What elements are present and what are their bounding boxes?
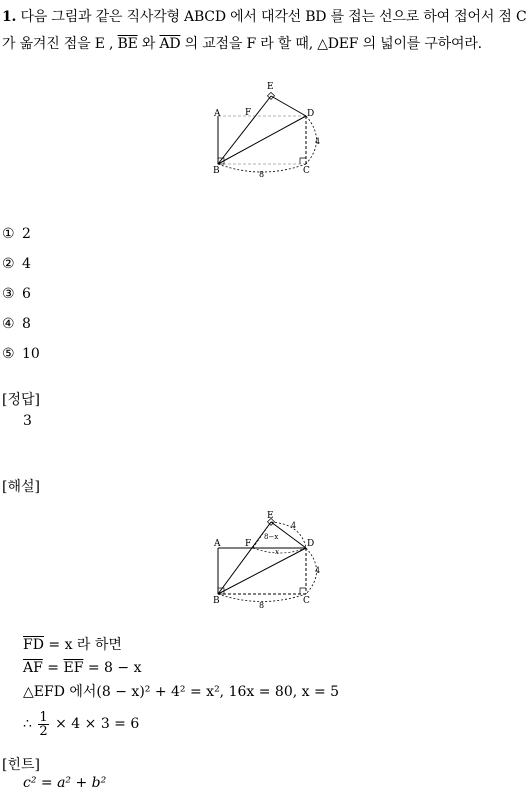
solution-line-2-rest: = 8 − x (87, 660, 142, 676)
label-f: F (245, 539, 252, 549)
right-angle-e (267, 92, 274, 99)
fraction-numerator: 1 (39, 709, 48, 725)
label-dc: 4 (315, 566, 321, 575)
segment-fd: $\overline{FD}$ (23, 637, 44, 653)
segment-ef: $\overline{EF}$ (63, 660, 84, 676)
solution-line-1 (23, 634, 122, 656)
label-side-bc: 8 (259, 170, 265, 179)
label-d: D (307, 539, 315, 549)
label-f: F (245, 108, 252, 118)
question-body-2: 와 (141, 36, 156, 52)
label-c: C (303, 166, 310, 176)
label-bc: 8 (259, 601, 265, 610)
segment-ed-line (271, 96, 306, 116)
label-d: D (307, 109, 315, 119)
fraction-denominator: 2 (39, 723, 48, 739)
question-number: 1. (2, 9, 17, 25)
label-a: A (214, 109, 221, 119)
solution-line-1-rest: = x 라 하면 (48, 637, 122, 653)
choice-marker: ③ (2, 286, 15, 302)
choice-5[interactable] (2, 343, 40, 365)
hint-formula: c² = a² + b² (23, 775, 107, 791)
rectangle-fold-figure (205, 76, 335, 181)
label-fe: 8−x (264, 533, 279, 541)
solution-line-4 (23, 708, 139, 740)
answer-value: 3 (23, 413, 32, 429)
segment-ad: $\overline{AD}$ (159, 36, 181, 52)
answer-heading: [정답] (2, 392, 40, 408)
label-b: B (213, 166, 220, 176)
hint-heading: [힌트] (2, 757, 40, 773)
question-body-1: 다음 그림과 같은 직사각형 ABCD 에서 대각선 BD 를 접는 선으로 하여 접어서 점 C 가 옮겨진 점을 E , (2, 9, 527, 52)
label-b: B (213, 596, 220, 606)
segment-be: $\overline{BE}$ (117, 36, 138, 52)
choice-value: 6 (22, 286, 31, 302)
solution-figure (205, 508, 335, 610)
label-e: E (267, 82, 274, 92)
segment-be-line (218, 96, 271, 164)
fraction-one-half (38, 711, 48, 738)
diagonal-bd (218, 116, 306, 164)
right-angle-c (300, 588, 306, 594)
label-fd: x (275, 548, 279, 556)
choice-value: 2 (22, 226, 31, 242)
label-e: E (267, 511, 274, 521)
choice-3[interactable] (2, 283, 31, 305)
label-ed: 4 (291, 521, 297, 530)
label-side-dc: 4 (315, 137, 321, 146)
choice-marker: ⑤ (2, 346, 15, 362)
choice-1[interactable] (2, 223, 31, 245)
choice-value: 4 (22, 256, 31, 272)
label-a: A (214, 539, 221, 549)
choice-4[interactable] (2, 313, 31, 335)
choice-value: 10 (22, 346, 40, 362)
equals-sign: = (47, 660, 60, 676)
choice-value: 8 (22, 316, 31, 332)
right-angle-c (300, 158, 306, 164)
solution-line-3: △EFD 에서(8 − x)² + 4² = x², 16x = 80, x = 5 (23, 684, 340, 700)
solution-line-2 (23, 657, 141, 679)
choice-2[interactable] (2, 253, 31, 275)
diagonal-bd (218, 548, 306, 594)
label-c: C (303, 596, 310, 606)
solution-line-4-rest: × 4 × 3 = 6 (55, 716, 140, 732)
therefore-symbol: ∴ (23, 716, 32, 732)
solution-heading: [해설] (2, 479, 40, 495)
choice-marker: ① (2, 226, 15, 242)
choice-marker: ② (2, 256, 15, 272)
question-text (2, 4, 530, 58)
question-body-3: 의 교점을 F 라 할 때, △DEF 의 넓이를 구하여라. (184, 36, 482, 52)
segment-af: $\overline{AF}$ (23, 660, 43, 676)
choice-marker: ④ (2, 316, 15, 332)
